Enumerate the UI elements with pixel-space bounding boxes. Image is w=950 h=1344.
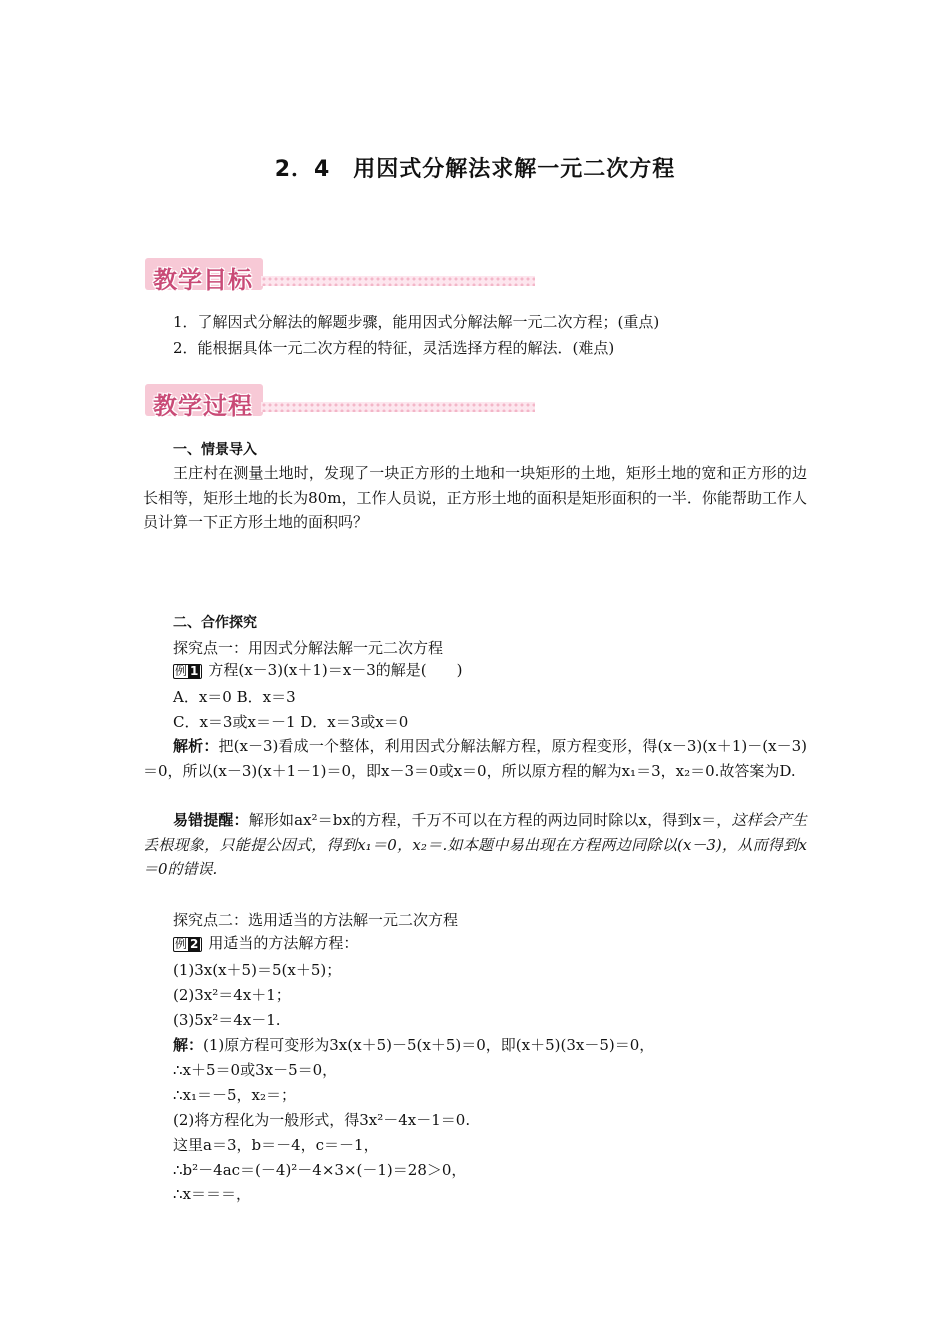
section-banner-process: [143, 384, 535, 418]
banner-tag: [145, 384, 263, 420]
section-banner-goals: [143, 258, 535, 292]
example-badge-number: 2: [190, 937, 199, 951]
solution-line-1: [173, 1035, 654, 1055]
explore-point-1: 探究点一：用因式分解法解一元二次方程: [173, 639, 444, 657]
example-badge-label: 例: [175, 664, 188, 678]
solution-line-7: ∴x＝＝＝，: [173, 1185, 252, 1203]
equation-1: (1)3x(x＋5)＝5(x＋5)；: [173, 961, 342, 979]
example-2-text: 用适当的方法解方程：: [208, 934, 359, 952]
dotted-strip: [261, 276, 535, 286]
example-badge: [173, 937, 202, 952]
solution-line-4: (2)将方程化为一般形式，得3x²－4x－1＝0.: [173, 1111, 471, 1129]
example-badge-label: 例: [175, 937, 188, 951]
analysis-paragraph: [143, 734, 807, 783]
analysis-text: 把(x－3)看成一个整体，利用因式分解法解方程，原方程变形，得(x－3)(x＋1)－(x－3)＝0，所以(x－3)(x＋1－1)＝0，即x－3＝0或x＝0，所以原方程的解为x₁＝3，x₂＝0.故答案为D.: [143, 737, 807, 780]
example-1-question: [173, 660, 463, 680]
solution-line-6: ∴b²－4ac＝(－4)²－4×3×(－1)＝28＞0，: [173, 1161, 467, 1179]
section-heading-explore: 二、合作探究: [173, 615, 257, 631]
banner-label: 教学目标: [153, 266, 253, 294]
analysis-block: [143, 734, 807, 783]
equation-2: (2)3x²＝4x＋1；: [173, 986, 291, 1004]
warning-text-1: 解形如ax²＝bx的方程，千万不可以在方程的两边同时除以x，得到x＝，: [248, 811, 732, 829]
example-2-question: [173, 933, 358, 953]
explore-point-2: 探究点二：选用适当的方法解一元二次方程: [173, 911, 459, 929]
banner-tag: [145, 258, 263, 294]
example-badge: [173, 664, 202, 679]
example-1-options-ab: A．x＝0 B．x＝3: [173, 688, 296, 706]
intro-text: 王庄村在测量土地时，发现了一块正方形的土地和一块矩形的土地，矩形土地的宽和正方形的边长相等，矩形土地的长为80m，工作人员说，正方形土地的面积是矩形面积的一半．你能帮助工作人员计算一下正方形土地的面积吗？: [143, 464, 807, 531]
equation-3: (3)5x²＝4x－1.: [173, 1011, 281, 1029]
warning-label: 易错提醒：: [173, 811, 249, 829]
solution-line-5: 这里a＝3，b＝－4，c＝－1，: [173, 1136, 379, 1154]
page-title: 2．4 用因式分解法求解一元二次方程: [274, 157, 676, 182]
dotted-strip: [261, 402, 535, 412]
goal-item-2: 2．能根据具体一元二次方程的特征，灵活选择方程的解法．(难点): [173, 339, 615, 357]
banner-label: 教学过程: [153, 392, 253, 420]
solution-line-3: ∴x₁＝－5，x₂＝；: [173, 1086, 297, 1104]
analysis-label: 解析：: [173, 737, 219, 755]
example-1-options-cd: C．x＝3或x＝－1 D．x＝3或x＝0: [173, 713, 409, 731]
solution-line-2: ∴x＋5＝0或3x－5＝0，: [173, 1061, 338, 1079]
solution-text-1: (1)原方程可变形为3x(x＋5)－5(x＋5)＝0，即(x＋5)(3x－5)＝0，: [203, 1036, 655, 1054]
intro-paragraph: [143, 461, 807, 535]
warning-text-2: 这样会产生丢根现象，只能提公因式，得到x₁＝0，x₂＝.如本题中易出现在方程两边同除以(x－3)，从而得到x＝0的错误.: [143, 811, 807, 878]
example-1-text: 方程(x－3)(x＋1)＝x－3的解是( ): [208, 661, 463, 679]
solution-label: 解：: [173, 1036, 204, 1054]
goal-item-1: 1．了解因式分解法的解题步骤，能用因式分解法解一元二次方程；(重点): [173, 313, 660, 331]
warning-block: [143, 808, 807, 882]
warning-paragraph: [143, 808, 807, 882]
section-heading-intro: 一、情景导入: [173, 442, 257, 458]
example-badge-number: 1: [190, 664, 199, 678]
